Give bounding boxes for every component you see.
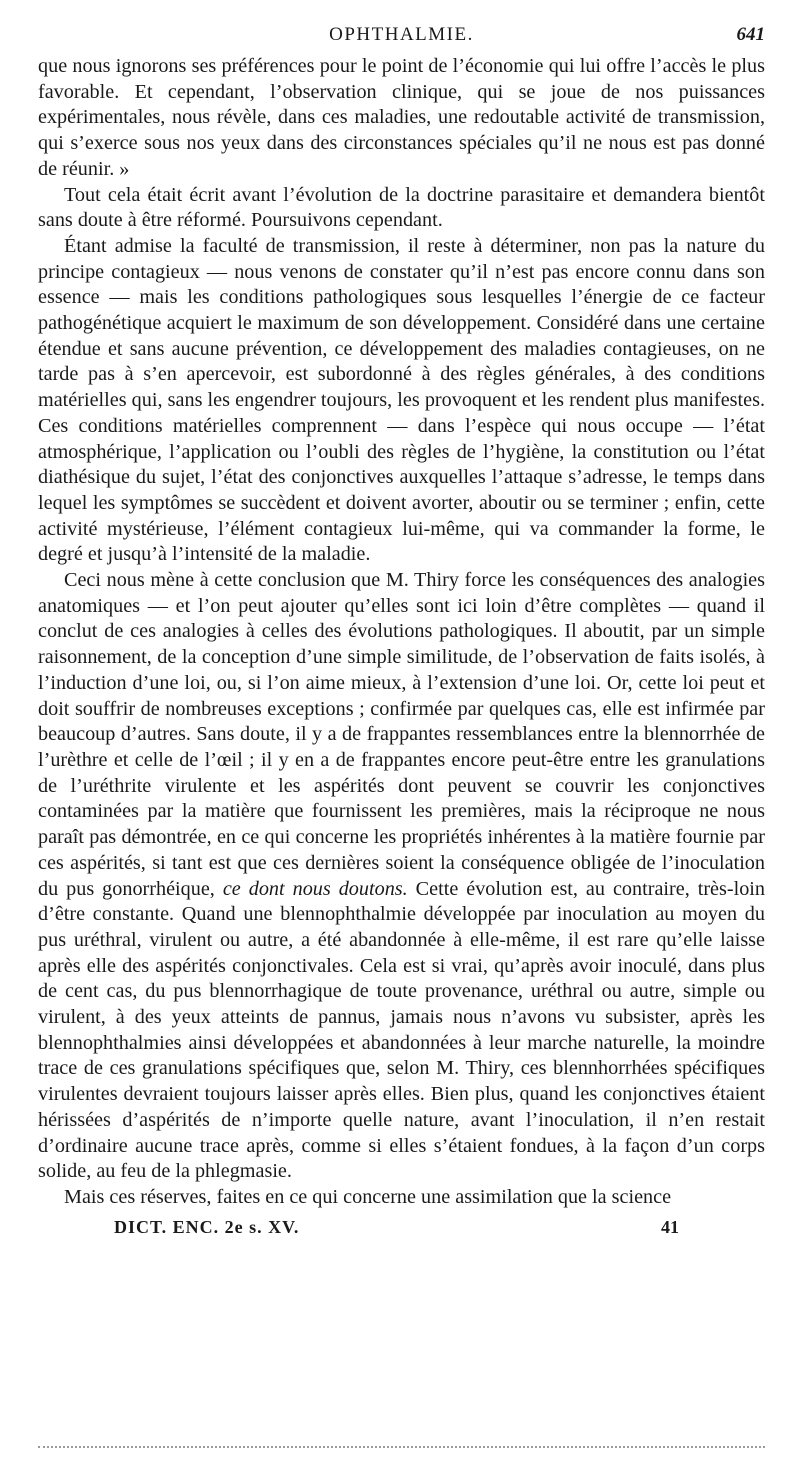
paragraph-4-part-2: Cette évolution est, au contraire, très-loin d’être constante. Quand une blennophthalmie développée par inoculation au moyen du pus uréthral, virulent ou autre, a été abandonnée à elle-même, il est rare qu’elle laisse après elle des aspérités conjonctivales. Cela est si vrai, qu’après avoir inoculé, dans plus de cent cas, du pus blennorrhagique de toute provenance, uréthral ou autre, simple ou virulent, à des yeux atteints de pannus, jamais nous n’avons vu subsister, après les blennophthalmies ainsi développées et abandonnées à leur marche naturelle, la moindre trace de ces granulations spécifiques que, selon M. Thiry, ces blennhorrhées spécifiques virulentes devraient toujours laisser après elles. Bien plus, quand les conjonctives étaient hérissées d’aspérités de n’importe quelle nature, avant l’inoculation, il n’en restait d’ordinaire aucune trace après, comme si elles s’étaient fondues, à la façon d’un corps solide, au feu de la phlegmasie. bbox=[38, 877, 765, 1183]
page-number: 641 bbox=[736, 24, 765, 45]
running-head bbox=[38, 24, 765, 54]
paragraph-4-part-1: Ceci nous mène à cette conclusion que M. Thiry force les conséquences des analogies anatomiques — et l’on peut ajouter qu’elles sont ici loin d’être complètes — quand il conclut de ces analogies à celles des évolutions pathologiques. Il aboutit, par un simple raisonnement, de la conception d’une simple similitude, de l’observation de faits isolés, à l’induction d’une loi, ou, si l’on aime mieux, à l’extension d’une loi. Or, cette loi peut et doit souffrir de nombreuses exceptions ; confirmée par quelques cas, elle est infirmée par beaucoup d’autres. Sans doute, il y a de frappantes ressemblances entre la blennorrhée de l’urèthre et celle de l’œil ; il y en a de frappantes encore peut-être entre les granulations de l’uréthrite virulente et les aspérités dont peuvent se couvrir les conjonctives contaminées par la matière que fournissent les premières, mais la réciproque ne nous paraît pas démontrée, en ce qui concerne les propriétés inhérentes à la matière fournie par ces aspérités, si tant est que ces dernières soient la conséquence obligée de l’inoculation du pus gonorrhéique, bbox=[38, 569, 765, 900]
body-text bbox=[38, 54, 765, 1211]
footer bbox=[38, 1217, 765, 1245]
signature-mark: DICT. ENC. 2e s. XV. bbox=[114, 1216, 300, 1237]
paragraph-5: Mais ces réserves, faites en ce qui concerne une assimilation que la science bbox=[64, 1185, 672, 1208]
bottom-dotted-rule bbox=[38, 1446, 765, 1448]
paragraph-4 bbox=[38, 568, 765, 1185]
running-head-title: OPHTHALMIE. bbox=[329, 24, 474, 45]
paragraph-3: Étant admise la faculté de transmission, il reste à déterminer, non pas la nature du principe contagieux — nous venons de constater qu’il n’est pas encore connu dans son essence — mais les conditions pathologiques sous lesquelles l’énergie de ce facteur pathogénétique acquiert le maximum de son développement. Considéré dans une certaine étendue et sans aucune prévention, ce développement des maladies contagieuses, on ne tarde pas à s’en apercevoir, est subordonné à des règles générales, à des conditions matérielles qui, sans les engendrer toujours, les provoquent et les rendent plus manifestes. Ces conditions matérielles comprennent — dans l’espèce qui nous occupe — l’état atmosphérique, l’application ou l’oubli des règles de l’hygiène, la constitution ou l’état diathésique du sujet, l’état des conjonctives auxquelles l’attaque s’adresse, le temps dans lequel les symptômes se succèdent et doivent avorter, aboutir ou se terminer ; enfin, cette activité mystérieuse, l’élément contagieux lui-même, qui va commander la forme, le degré et jusqu’à l’intensité de la maladie. bbox=[38, 234, 765, 566]
paragraph-1: que nous ignorons ses préférences pour le point de l’économie qui lui offre l’accès le plus favorable. Et cependant, l’observation clinique, qui se joue de nos puissances expérimentales, nous révèle, dans ces maladies, une redoutable activité de transmission, qui s’exerce sous nos yeux dans des circonstances spéciales qu’il ne nous est pas donné de réunir. » bbox=[38, 55, 765, 180]
paragraph-2: Tout cela était écrit avant l’évolution de la doctrine parasitaire et demandera bientôt sans doute à être réformé. Poursuivons cependant. bbox=[38, 183, 765, 232]
paragraph-4-italic: ce dont nous doutons. bbox=[222, 877, 408, 900]
page bbox=[38, 24, 765, 1245]
signature-number: 41 bbox=[661, 1216, 679, 1237]
